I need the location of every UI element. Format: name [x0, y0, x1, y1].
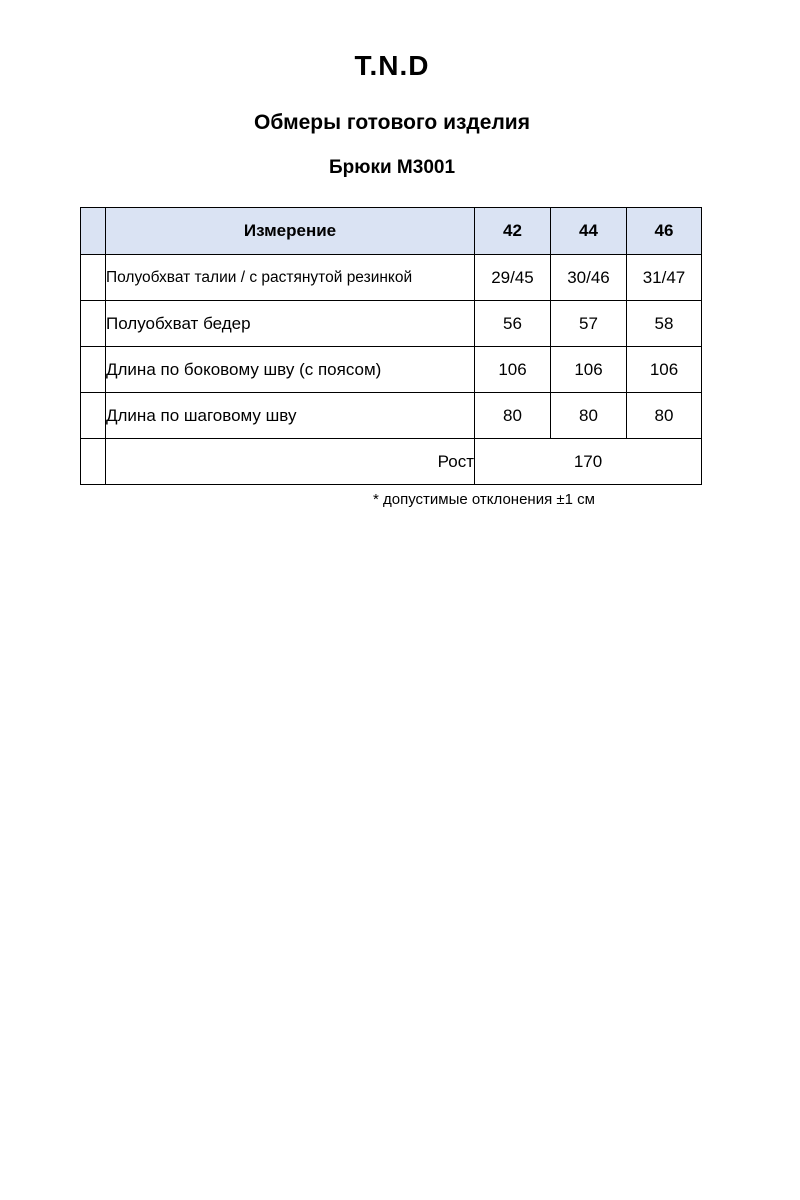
- size-header-46: 46: [627, 208, 702, 255]
- row-value: 57: [551, 301, 627, 347]
- row-value: 106: [475, 347, 551, 393]
- row-value: 56: [475, 301, 551, 347]
- row-value: 80: [627, 393, 702, 439]
- row-value: 30/46: [551, 255, 627, 301]
- size-header-44: 44: [551, 208, 627, 255]
- measurement-header: Измерение: [106, 208, 475, 255]
- row-value: 80: [475, 393, 551, 439]
- height-label: Рост: [106, 439, 475, 485]
- table-row: [81, 347, 702, 393]
- table-row: [81, 255, 702, 301]
- row-value: 106: [551, 347, 627, 393]
- index-header-cell: [81, 208, 106, 255]
- row-label: Полуобхват талии / с растянутой резинкой: [106, 255, 475, 301]
- size-header-42: 42: [475, 208, 551, 255]
- brand-name: T.N.D: [354, 50, 430, 81]
- tolerance-footnote: * допустимые отклонения ±1 см: [373, 491, 595, 508]
- row-index-cell: [81, 393, 106, 439]
- row-label: Длина по шаговому шву: [106, 393, 475, 439]
- row-index-cell: [81, 301, 106, 347]
- row-label: Полуобхват бедер: [106, 301, 475, 347]
- row-value: 106: [627, 347, 702, 393]
- row-value: 80: [551, 393, 627, 439]
- row-index-cell: [81, 439, 106, 485]
- product-subtitle: Брюки М3001: [328, 157, 456, 178]
- row-value: 58: [627, 301, 702, 347]
- page-title: Обмеры готового изделия: [254, 111, 530, 134]
- row-index-cell: [81, 255, 106, 301]
- table-row: [81, 301, 702, 347]
- table-row: [81, 393, 702, 439]
- height-value: 170: [475, 439, 702, 485]
- row-value: 31/47: [627, 255, 702, 301]
- row-value: 29/45: [475, 255, 551, 301]
- measurement-table: [80, 207, 702, 485]
- row-index-cell: [81, 347, 106, 393]
- row-label: Длина по боковому шву (с поясом): [106, 347, 475, 393]
- height-row: [81, 439, 702, 485]
- table-header-row: [81, 208, 702, 255]
